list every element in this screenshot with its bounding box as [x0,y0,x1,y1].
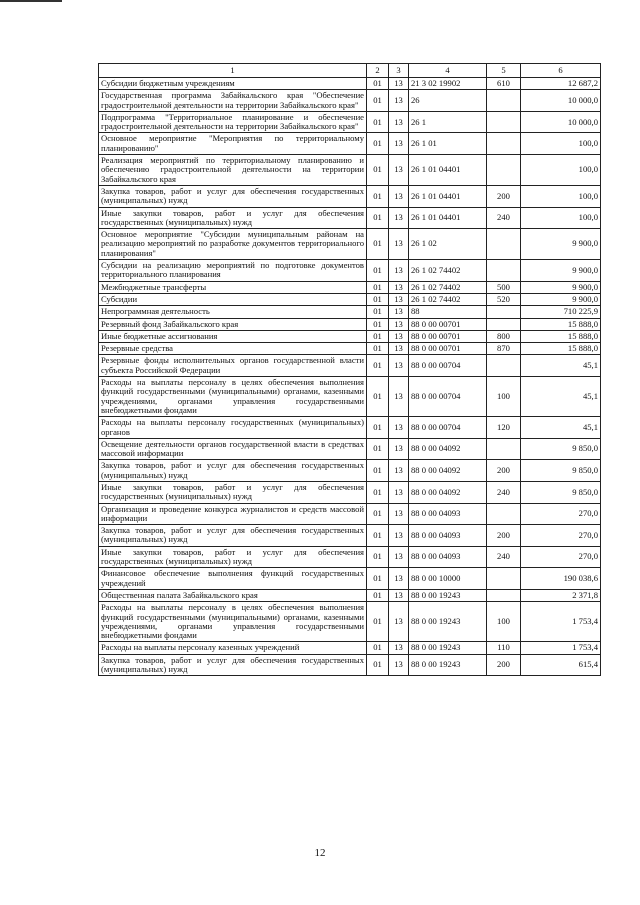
budget-table [98,63,601,676]
row-expense-type-cell: 200 [487,460,521,482]
row-target-code-cell: 88 0 00 00704 [409,355,487,377]
row-name-cell: Субсидии на реализацию мероприятий по подготовке документов территориального планирования [99,260,367,282]
row-section-cell: 01 [367,546,389,568]
row-name-cell: Межбюджетные трансферты [99,281,367,293]
table-row [99,642,601,654]
header-col-4: 4 [409,64,487,78]
row-name-cell: Государственная программа Забайкальского края "Обеспечение градостроительной деятельности на территории Забайкальского края" [99,90,367,112]
row-target-code-cell: 88 [409,306,487,318]
row-subsection-cell: 13 [389,133,409,155]
table-row [99,460,601,482]
row-subsection-cell: 13 [389,438,409,460]
table-row [99,438,601,460]
row-target-code-cell: 26 1 01 04401 [409,185,487,207]
row-subsection-cell: 13 [389,568,409,590]
row-expense-type-cell [487,260,521,282]
table-row [99,377,601,417]
row-section-cell: 01 [367,377,389,417]
row-target-code-cell: 88 0 00 00701 [409,343,487,355]
row-subsection-cell: 13 [389,355,409,377]
row-target-code-cell: 26 1 01 04401 [409,207,487,229]
row-expense-type-cell: 240 [487,546,521,568]
row-target-code-cell: 26 1 02 74402 [409,281,487,293]
row-amount-cell: 45,1 [521,377,601,417]
row-amount-cell: 10 000,0 [521,90,601,112]
row-subsection-cell: 13 [389,654,409,676]
table-row [99,90,601,112]
row-amount-cell: 45,1 [521,417,601,439]
row-subsection-cell: 13 [389,525,409,547]
row-section-cell: 01 [367,438,389,460]
row-expense-type-cell: 800 [487,330,521,342]
row-name-cell: Закупка товаров, работ и услуг для обеспечения государственных (муниципальных) нужд [99,654,367,676]
row-name-cell: Резервные средства [99,343,367,355]
row-amount-cell: 100,0 [521,185,601,207]
row-section-cell: 01 [367,355,389,377]
row-section-cell: 01 [367,185,389,207]
table-row [99,229,601,260]
row-name-cell: Реализация мероприятий по территориальному планированию и обеспечению градостроительной деятельности на территории Забайкальского края [99,155,367,186]
row-subsection-cell: 13 [389,503,409,525]
row-target-code-cell: 88 0 00 19243 [409,642,487,654]
row-expense-type-cell [487,155,521,186]
row-subsection-cell: 13 [389,229,409,260]
row-amount-cell: 15 888,0 [521,330,601,342]
top-rule [0,0,62,2]
row-amount-cell: 9 850,0 [521,481,601,503]
table-row [99,185,601,207]
header-col-3: 3 [389,64,409,78]
row-amount-cell: 9 850,0 [521,438,601,460]
row-subsection-cell: 13 [389,318,409,330]
table-row [99,306,601,318]
row-expense-type-cell: 100 [487,602,521,642]
row-amount-cell: 710 225,9 [521,306,601,318]
row-name-cell: Непрограммная деятельность [99,306,367,318]
row-subsection-cell: 13 [389,111,409,133]
row-target-code-cell: 26 1 01 04401 [409,155,487,186]
table-row [99,355,601,377]
row-section-cell: 01 [367,602,389,642]
row-expense-type-cell [487,133,521,155]
row-name-cell: Расходы на выплаты персоналу в целях обеспечения выполнения функций государственными (муниципальными) органами, казенными учреждениями, органами управления государственными внебюджетными фондами [99,602,367,642]
row-amount-cell: 100,0 [521,133,601,155]
table-row [99,293,601,305]
row-expense-type-cell [487,111,521,133]
row-expense-type-cell [487,318,521,330]
table-row [99,654,601,676]
row-target-code-cell: 88 0 00 04092 [409,481,487,503]
row-target-code-cell: 26 1 02 [409,229,487,260]
row-amount-cell: 15 888,0 [521,343,601,355]
row-target-code-cell: 26 1 02 74402 [409,260,487,282]
row-target-code-cell: 88 0 00 19243 [409,654,487,676]
row-name-cell: Расходы на выплаты персоналу в целях обеспечения выполнения функций государственными (муниципальными) органами, казенными учреждениями, органами управления государственными внебюджетными фондами [99,377,367,417]
row-target-code-cell: 26 1 [409,111,487,133]
table-row [99,602,601,642]
row-amount-cell: 1 753,4 [521,602,601,642]
row-name-cell: Закупка товаров, работ и услуг для обеспечения государственных (муниципальных) нужд [99,525,367,547]
row-expense-type-cell: 200 [487,654,521,676]
row-target-code-cell: 88 0 00 04092 [409,460,487,482]
row-section-cell: 01 [367,281,389,293]
row-section-cell: 01 [367,260,389,282]
row-expense-type-cell [487,355,521,377]
row-section-cell: 01 [367,133,389,155]
row-expense-type-cell [487,306,521,318]
row-name-cell: Резервные фонды исполнительных органов государственной власти субъекта Российской Федерации [99,355,367,377]
row-target-code-cell: 88 0 00 00704 [409,377,487,417]
page-number: 12 [314,847,326,859]
row-name-cell: Закупка товаров, работ и услуг для обеспечения государственных (муниципальных) нужд [99,460,367,482]
row-expense-type-cell: 200 [487,525,521,547]
row-target-code-cell: 21 3 02 19902 [409,78,487,90]
row-target-code-cell: 88 0 00 04093 [409,525,487,547]
row-target-code-cell: 26 1 01 [409,133,487,155]
row-target-code-cell: 88 0 00 19243 [409,589,487,601]
row-section-cell: 01 [367,568,389,590]
row-name-cell: Финансовое обеспечение выполнения функций государственных учреждений [99,568,367,590]
row-subsection-cell: 13 [389,281,409,293]
row-name-cell: Резервный фонд Забайкальского края [99,318,367,330]
table-row [99,503,601,525]
row-expense-type-cell [487,568,521,590]
row-section-cell: 01 [367,343,389,355]
row-subsection-cell: 13 [389,460,409,482]
row-section-cell: 01 [367,90,389,112]
row-expense-type-cell: 200 [487,185,521,207]
row-section-cell: 01 [367,460,389,482]
row-amount-cell: 10 000,0 [521,111,601,133]
row-name-cell: Иные закупки товаров, работ и услуг для обеспечения государственных (муниципальных) нужд [99,481,367,503]
row-target-code-cell: 26 1 02 74402 [409,293,487,305]
row-subsection-cell: 13 [389,417,409,439]
header-col-1: 1 [99,64,367,78]
row-subsection-cell: 13 [389,546,409,568]
row-name-cell: Общественная палата Забайкальского края [99,589,367,601]
row-subsection-cell: 13 [389,260,409,282]
row-section-cell: 01 [367,525,389,547]
row-amount-cell: 190 038,6 [521,568,601,590]
header-col-5: 5 [487,64,521,78]
row-amount-cell: 270,0 [521,503,601,525]
row-expense-type-cell [487,229,521,260]
row-section-cell: 01 [367,589,389,601]
row-expense-type-cell: 610 [487,78,521,90]
row-expense-type-cell: 520 [487,293,521,305]
row-name-cell: Субсидии [99,293,367,305]
row-section-cell: 01 [367,642,389,654]
table-row [99,525,601,547]
row-expense-type-cell: 110 [487,642,521,654]
header-col-2: 2 [367,64,389,78]
table-row [99,568,601,590]
row-name-cell: Организация и проведение конкурса журналистов и средств массовой информации [99,503,367,525]
row-amount-cell: 9 900,0 [521,229,601,260]
row-section-cell: 01 [367,503,389,525]
row-subsection-cell: 13 [389,207,409,229]
row-name-cell: Подпрограмма "Территориальное планирование и обеспечение градостроительной деятельности на территории Забайкальского края" [99,111,367,133]
table-row [99,481,601,503]
table-row [99,155,601,186]
row-target-code-cell: 88 0 00 04093 [409,503,487,525]
row-section-cell: 01 [367,417,389,439]
row-name-cell: Иные закупки товаров, работ и услуг для обеспечения государственных (муниципальных) нужд [99,546,367,568]
row-name-cell: Расходы на выплаты персоналу государственных (муниципальных) органов [99,417,367,439]
row-amount-cell: 45,1 [521,355,601,377]
row-subsection-cell: 13 [389,330,409,342]
row-amount-cell: 615,4 [521,654,601,676]
header-col-6: 6 [521,64,601,78]
row-subsection-cell: 13 [389,602,409,642]
row-target-code-cell: 88 0 00 19243 [409,602,487,642]
row-target-code-cell: 88 0 00 04093 [409,546,487,568]
table-row [99,133,601,155]
row-name-cell: Основное мероприятие "Субсидии муниципальным районам на реализацию мероприятий по разработке документов территориального планирования" [99,229,367,260]
row-expense-type-cell [487,503,521,525]
row-amount-cell: 12 687,2 [521,78,601,90]
row-expense-type-cell [487,589,521,601]
row-subsection-cell: 13 [389,343,409,355]
row-section-cell: 01 [367,155,389,186]
row-subsection-cell: 13 [389,90,409,112]
row-subsection-cell: 13 [389,306,409,318]
row-section-cell: 01 [367,318,389,330]
row-name-cell: Освещение деятельности органов государственной власти в средствах массовой информации [99,438,367,460]
row-amount-cell: 15 888,0 [521,318,601,330]
row-name-cell: Закупка товаров, работ и услуг для обеспечения государственных (муниципальных) нужд [99,185,367,207]
row-section-cell: 01 [367,481,389,503]
row-expense-type-cell: 120 [487,417,521,439]
row-section-cell: 01 [367,330,389,342]
row-expense-type-cell: 870 [487,343,521,355]
row-expense-type-cell: 240 [487,207,521,229]
table-body [99,78,601,676]
table-row [99,318,601,330]
row-target-code-cell: 88 0 00 10000 [409,568,487,590]
row-amount-cell: 9 900,0 [521,281,601,293]
table-row [99,207,601,229]
row-section-cell: 01 [367,111,389,133]
row-section-cell: 01 [367,229,389,260]
table-row [99,281,601,293]
row-expense-type-cell [487,90,521,112]
row-name-cell: Субсидии бюджетным учреждениям [99,78,367,90]
table-row [99,111,601,133]
row-expense-type-cell: 100 [487,377,521,417]
row-expense-type-cell [487,438,521,460]
row-subsection-cell: 13 [389,589,409,601]
table-row [99,589,601,601]
row-subsection-cell: 13 [389,185,409,207]
row-subsection-cell: 13 [389,155,409,186]
row-target-code-cell: 26 [409,90,487,112]
row-section-cell: 01 [367,78,389,90]
row-amount-cell: 9 900,0 [521,260,601,282]
row-target-code-cell: 88 0 00 04092 [409,438,487,460]
row-name-cell: Расходы на выплаты персоналу казенных учреждений [99,642,367,654]
row-amount-cell: 2 371,8 [521,589,601,601]
table-row [99,417,601,439]
row-amount-cell: 100,0 [521,207,601,229]
row-section-cell: 01 [367,654,389,676]
row-subsection-cell: 13 [389,642,409,654]
table-row [99,343,601,355]
row-amount-cell: 9 850,0 [521,460,601,482]
row-subsection-cell: 13 [389,481,409,503]
row-name-cell: Иные бюджетные ассигнования [99,330,367,342]
row-amount-cell: 100,0 [521,155,601,186]
row-amount-cell: 9 900,0 [521,293,601,305]
row-name-cell: Иные закупки товаров, работ и услуг для обеспечения государственных (муниципальных) нужд [99,207,367,229]
table-row [99,78,601,90]
row-section-cell: 01 [367,306,389,318]
row-amount-cell: 1 753,4 [521,642,601,654]
row-subsection-cell: 13 [389,377,409,417]
row-amount-cell: 270,0 [521,546,601,568]
row-section-cell: 01 [367,207,389,229]
row-expense-type-cell: 240 [487,481,521,503]
row-amount-cell: 270,0 [521,525,601,547]
row-subsection-cell: 13 [389,293,409,305]
table-row [99,546,601,568]
row-target-code-cell: 88 0 00 00704 [409,417,487,439]
row-name-cell: Основное мероприятие "Мероприятия по территориальному планированию" [99,133,367,155]
table-header-row [99,64,601,78]
row-target-code-cell: 88 0 00 00701 [409,318,487,330]
row-expense-type-cell: 500 [487,281,521,293]
row-target-code-cell: 88 0 00 00701 [409,330,487,342]
row-section-cell: 01 [367,293,389,305]
row-subsection-cell: 13 [389,78,409,90]
table-row [99,330,601,342]
table-row [99,260,601,282]
